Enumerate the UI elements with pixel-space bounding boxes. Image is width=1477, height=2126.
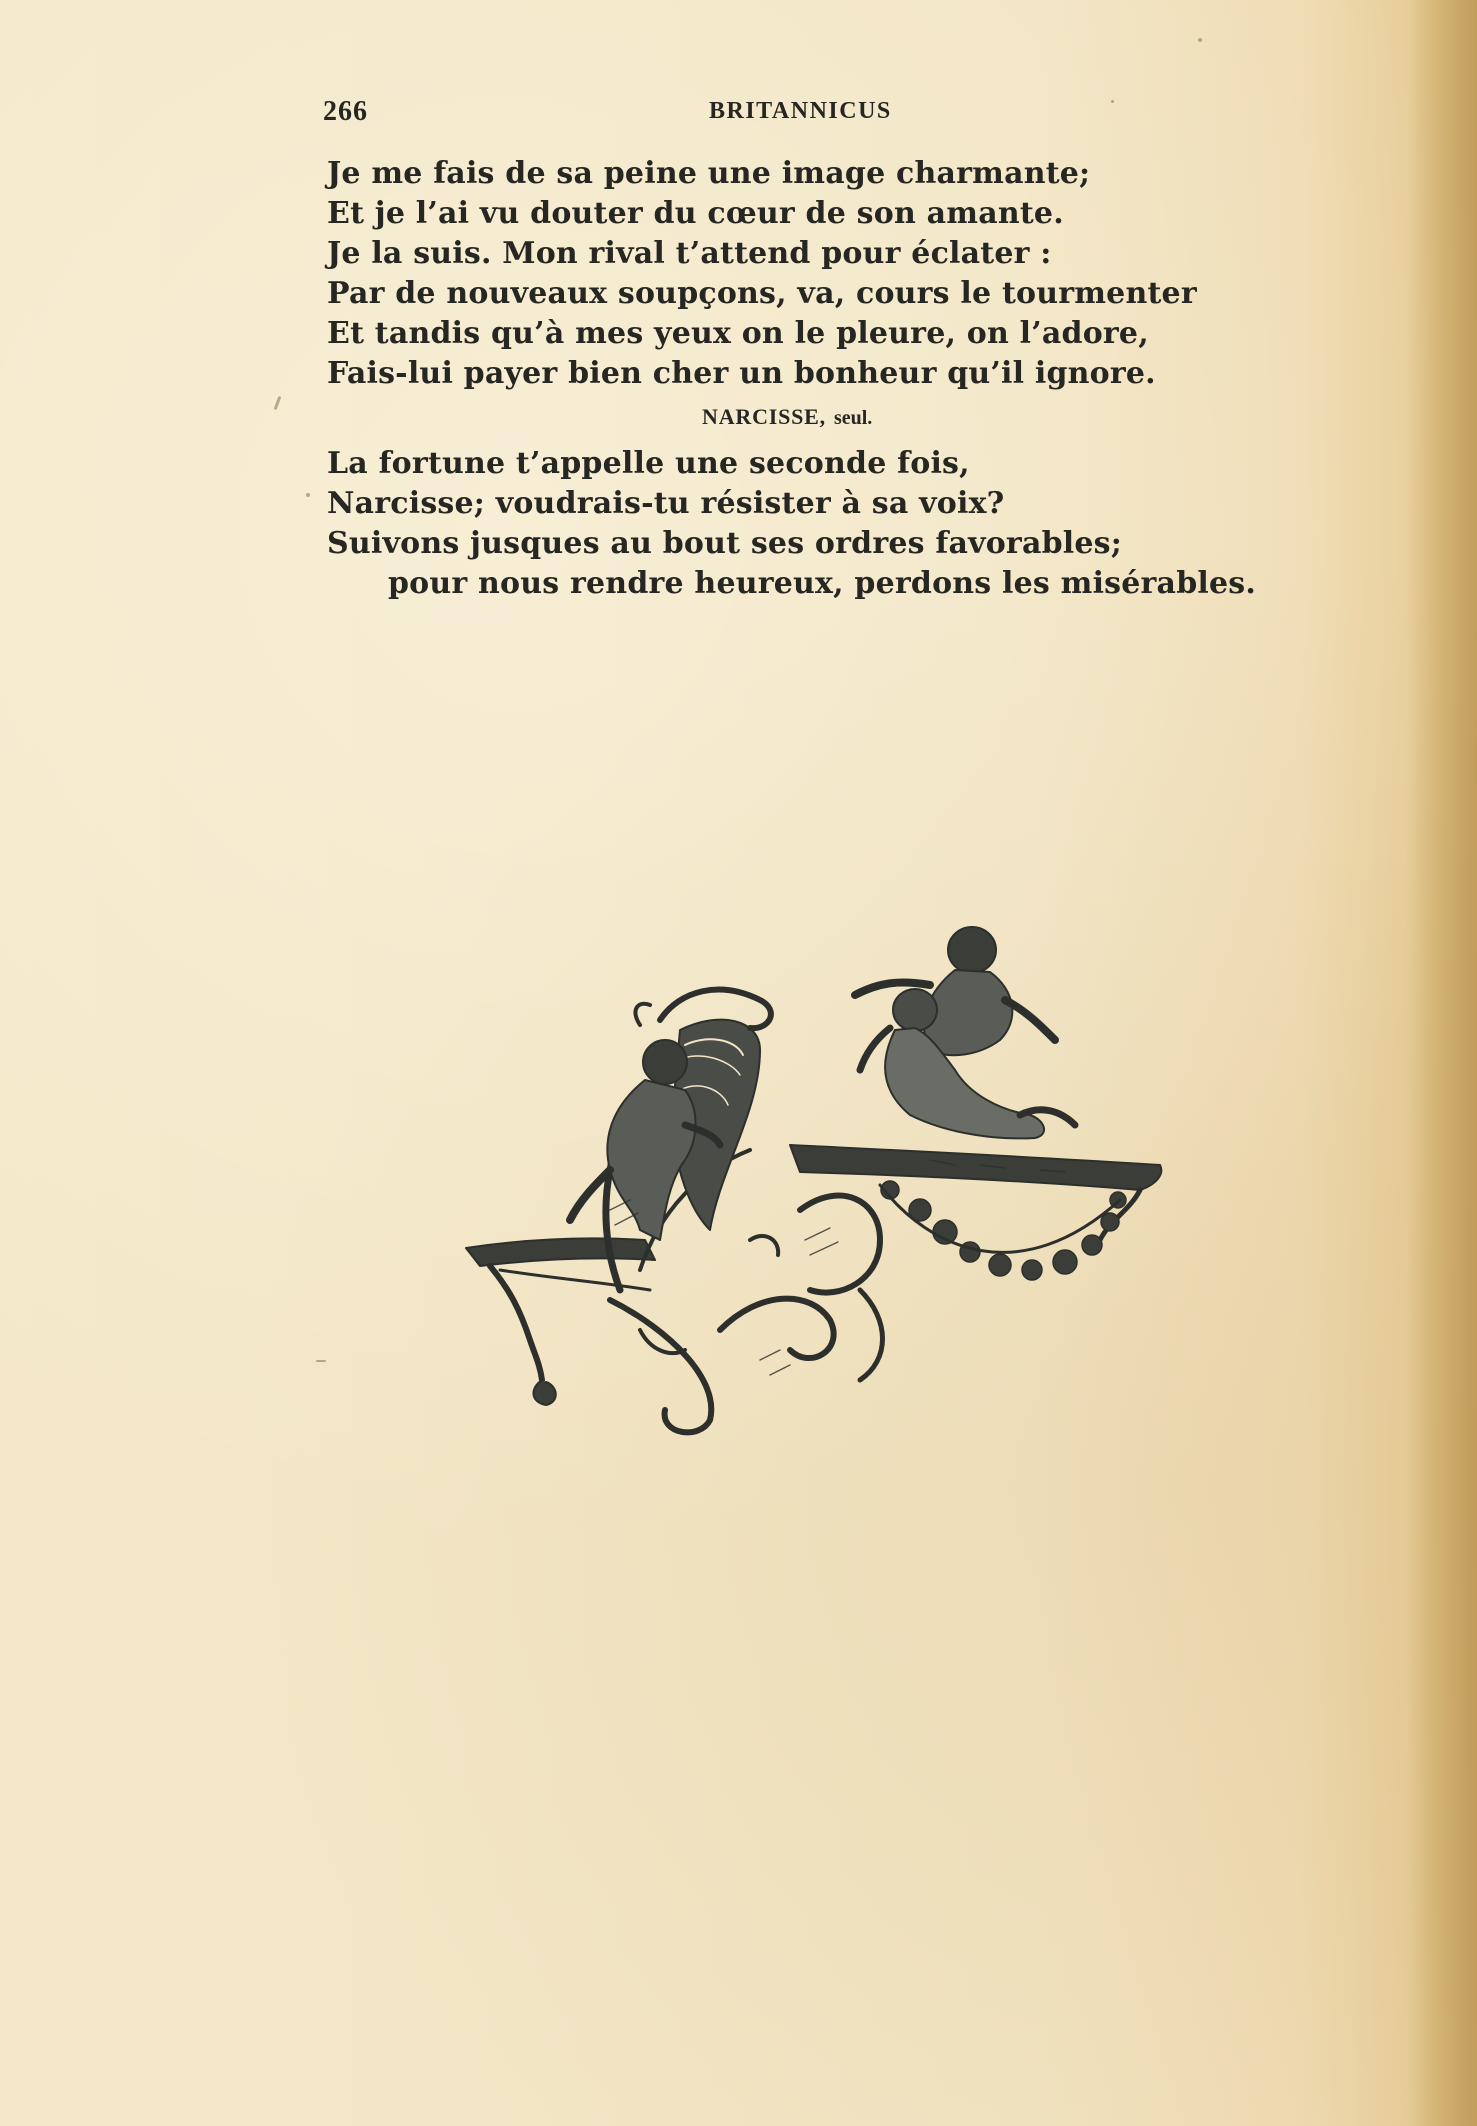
paper-speck	[1198, 38, 1202, 42]
verse-line: Je me fais de sa peine une image charmante;	[327, 156, 1091, 191]
verse-line: Et je l’ai vu douter du cœur de son amante.	[327, 196, 1064, 231]
speaker-heading	[702, 404, 872, 430]
paper-speck	[274, 396, 282, 410]
running-title: BRITANNICUS	[709, 98, 892, 124]
verse-line: Fais-lui payer bien cher un bonheur qu’il ignore.	[327, 356, 1156, 391]
verse-block-narcisse-monologue	[327, 444, 1256, 604]
verse-line: Suivons jusques au bout ses ordres favorables;	[327, 526, 1123, 561]
binding-gutter-shadow	[1407, 0, 1477, 2126]
paper-speck	[306, 493, 310, 497]
verse-line-indented: pour nous rendre heureux, perdons les misérables.	[388, 566, 1256, 601]
verse-line: La fortune t’appelle une seconde fois,	[327, 446, 970, 481]
speaker-name: NARCISSE,	[702, 404, 826, 429]
paper-speck	[316, 1360, 326, 1362]
rococo-ornament-illustration	[460, 910, 1180, 1440]
paper-speck	[1111, 100, 1114, 103]
page-header	[323, 96, 1228, 136]
verse-block-first-speech	[327, 154, 1227, 394]
verse-line: Par de nouveaux soupçons, va, cours le tourmenter	[327, 276, 1197, 311]
page-number: 266	[323, 96, 368, 127]
verse-line: Et tandis qu’à mes yeux on le pleure, on l’adore,	[327, 316, 1149, 351]
verse-line: Narcisse; voudrais-tu résister à sa voix?	[327, 486, 1005, 521]
stage-direction: seul.	[833, 407, 873, 429]
verse-line: Je la suis. Mon rival t’attend pour éclater :	[327, 236, 1052, 271]
